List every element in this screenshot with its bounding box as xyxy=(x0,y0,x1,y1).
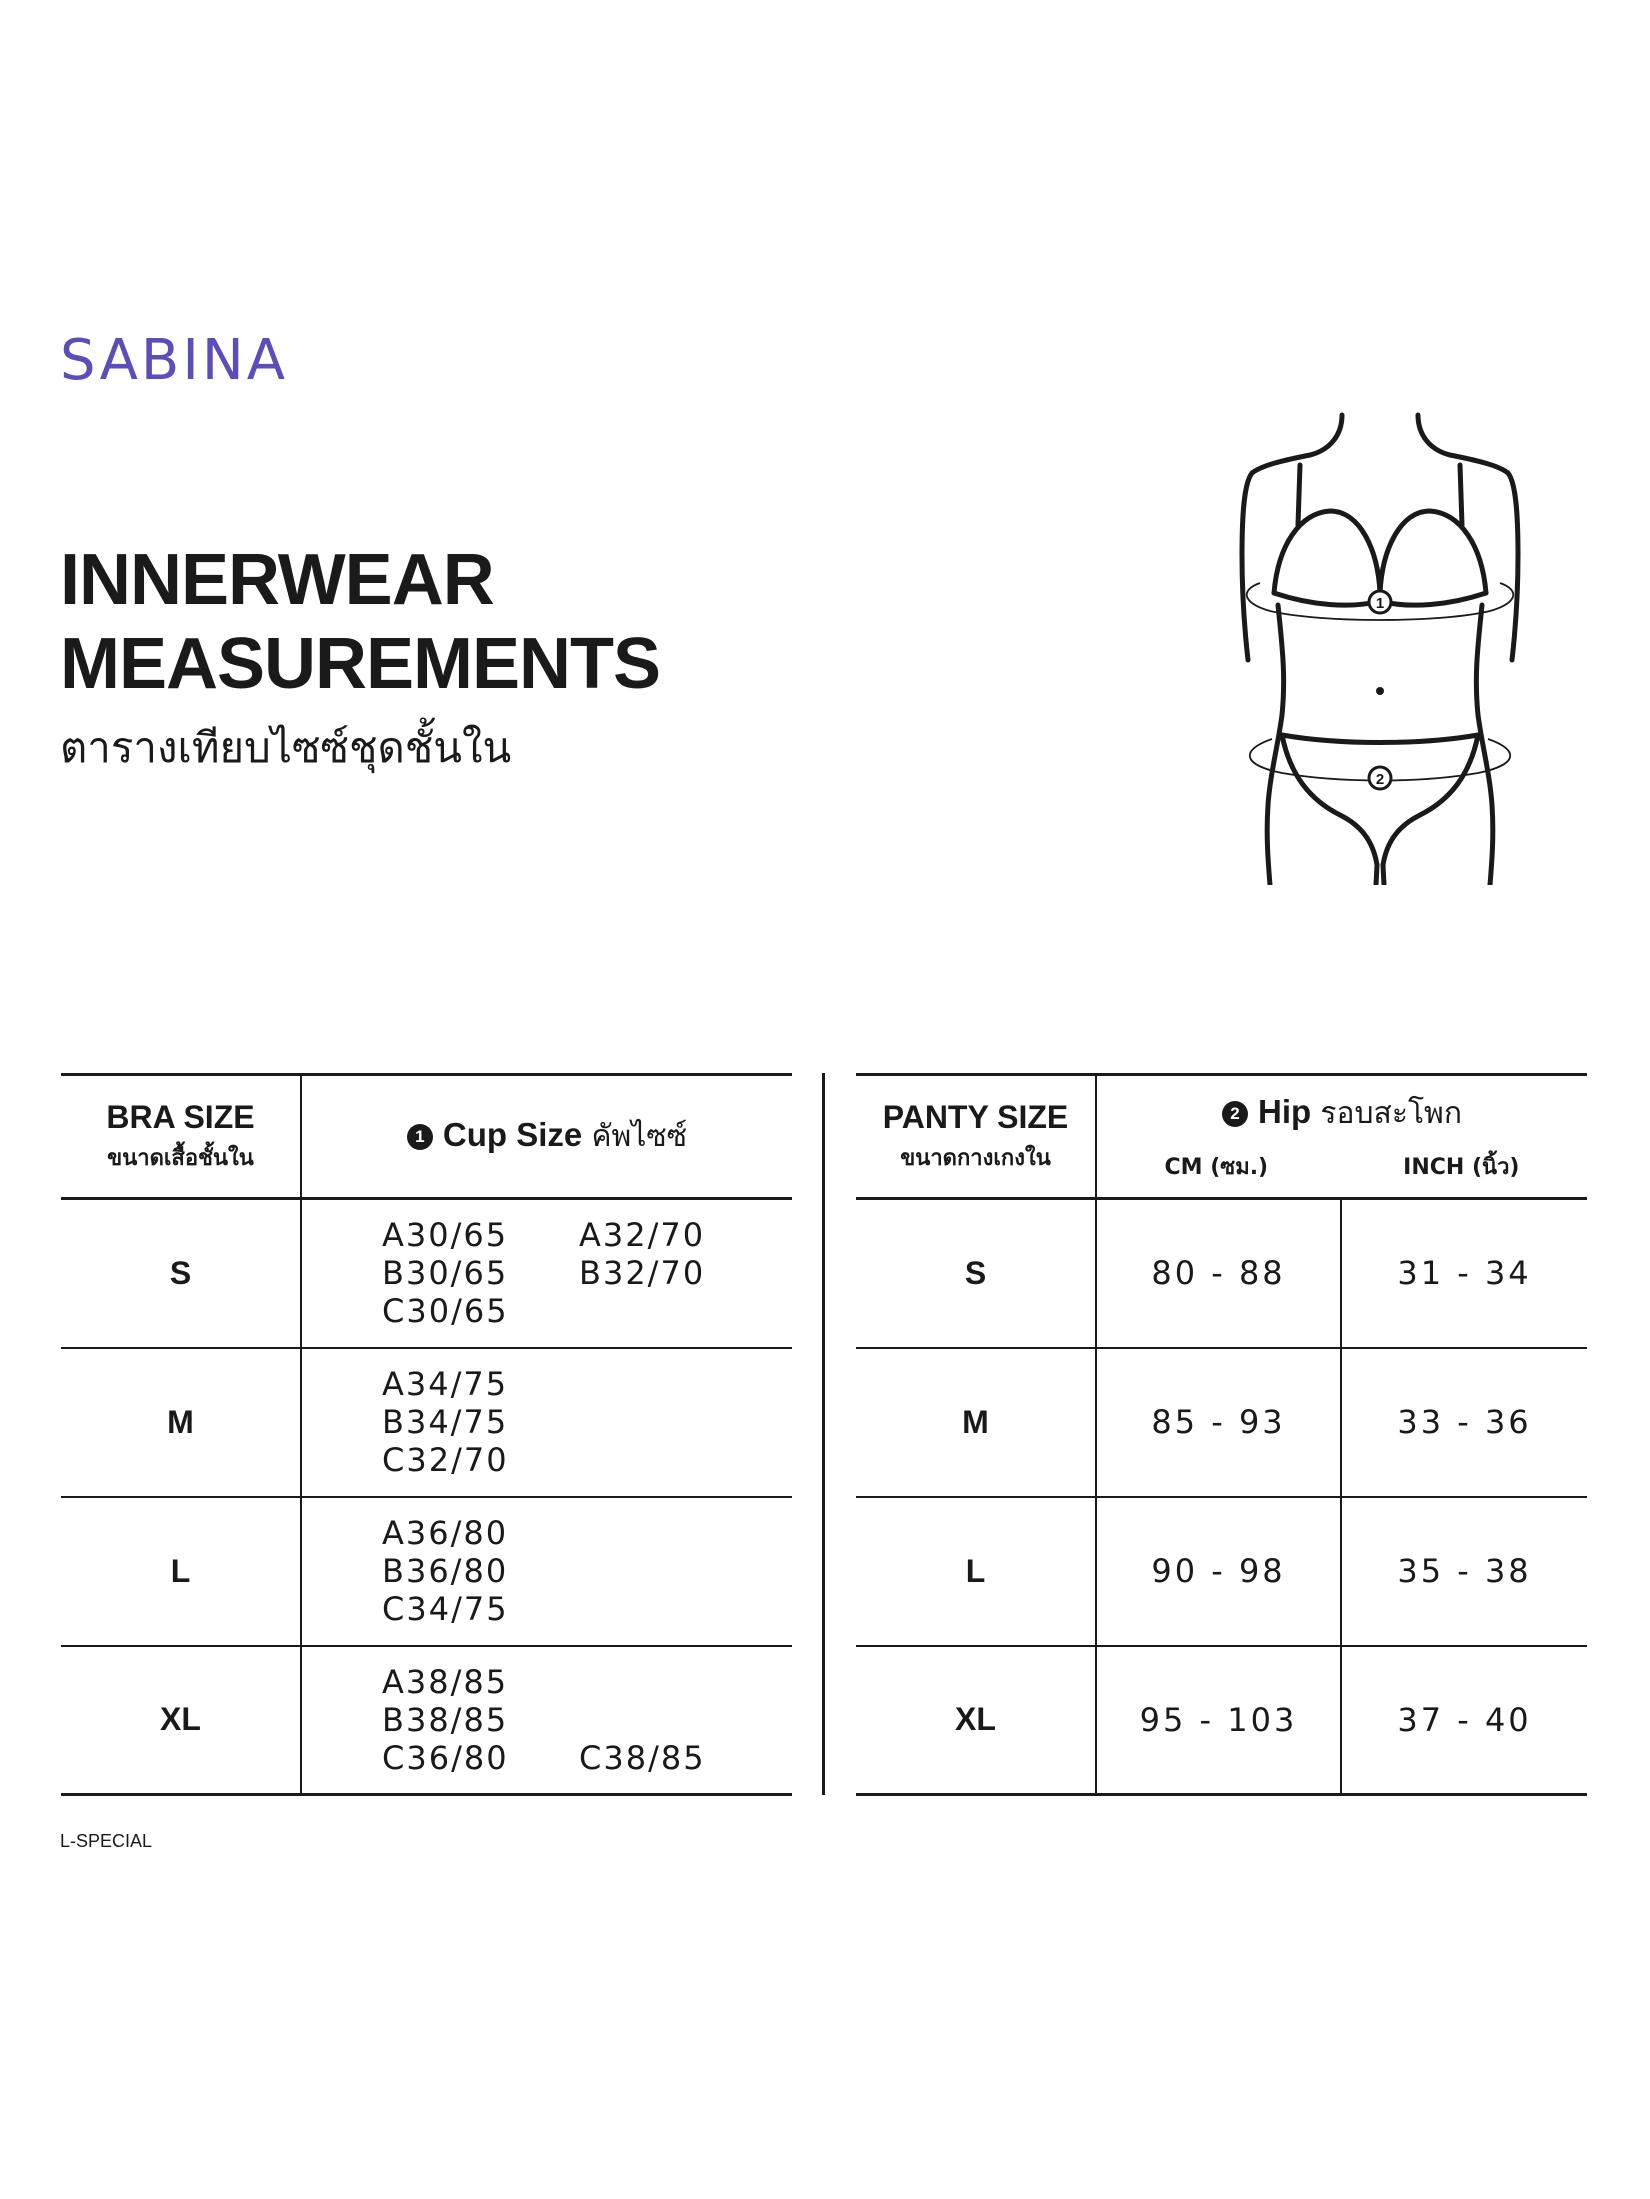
navel-dot xyxy=(1376,687,1384,695)
hip-inch-cell: 37 - 40 xyxy=(1341,1646,1587,1795)
hip-marker xyxy=(1369,767,1391,789)
table-row xyxy=(856,1497,1587,1646)
page-title xyxy=(60,538,660,706)
bra-size-cell: S xyxy=(169,1254,192,1291)
panty-size-cell: M xyxy=(962,1403,989,1440)
table-divider xyxy=(822,1073,825,1795)
table-row xyxy=(856,1199,1587,1348)
hip-cm-cell: 90 - 98 xyxy=(1096,1497,1341,1646)
bra-size-header: BRA SIZE ขนาดเสื้อชั้นใน xyxy=(106,1098,255,1171)
bra-header-row xyxy=(61,1075,792,1199)
panty-size-cell: S xyxy=(964,1254,987,1291)
title-line-1: INNERWEAR xyxy=(60,540,494,620)
table-row xyxy=(856,1646,1587,1795)
table-row xyxy=(61,1348,792,1497)
cup-size-cell: A30/65 A32/70 B30/65 B32/70 C30/65 xyxy=(301,1199,792,1348)
page-subtitle: ตารางเทียบไซซ์ชุดชั้นใน xyxy=(60,723,512,772)
hip-cm-cell: 85 - 93 xyxy=(1096,1348,1341,1497)
bust-marker xyxy=(1369,591,1391,613)
cup-number-badge: 1 xyxy=(407,1124,433,1150)
bra-size-cell: XL xyxy=(160,1701,201,1738)
table-row xyxy=(61,1497,792,1646)
footnote: L-SPECIAL xyxy=(60,1831,153,1851)
hip-cm-cell: 80 - 88 xyxy=(1096,1199,1341,1348)
table-row xyxy=(856,1348,1587,1497)
bra-size-cell: M xyxy=(167,1403,194,1440)
cup-size-cell: A34/75 B34/75 C32/70 xyxy=(301,1348,792,1497)
table-row xyxy=(61,1646,792,1795)
hip-number-badge: 2 xyxy=(1222,1101,1248,1127)
title-line-2: MEASUREMENTS xyxy=(60,624,661,704)
bra-size-cell: L xyxy=(170,1552,191,1589)
cup-size-cell: A38/85 B38/85 C36/80 C38/85 xyxy=(301,1646,792,1795)
svg-text:2: 2 xyxy=(1375,771,1385,788)
panty-size-cell: XL xyxy=(955,1701,996,1738)
hip-inch-cell: 33 - 36 xyxy=(1341,1348,1587,1497)
cup-size-header: 1 Cup Size คัพไซซ์ xyxy=(301,1075,792,1199)
panty-size-cell: L xyxy=(965,1552,986,1589)
hip-header: 2 Hip รอบสะโพก CM (ซม.) INCH (นิ้ว) xyxy=(1096,1075,1587,1199)
svg-text:1: 1 xyxy=(1375,595,1385,612)
table-row xyxy=(61,1199,792,1348)
cup-size-cell: A36/80 B36/80 C34/75 xyxy=(301,1497,792,1646)
panty-size-table xyxy=(856,1073,1587,1796)
unit-inch-label: INCH (นิ้ว) xyxy=(1403,1154,1520,1180)
bra-size-table xyxy=(61,1073,792,1796)
unit-cm-label: CM (ซม.) xyxy=(1164,1154,1269,1180)
panty-header-row xyxy=(856,1075,1587,1199)
panty-size-header: PANTY SIZE ขนาดกางเกงใน xyxy=(882,1098,1069,1171)
hip-inch-cell: 31 - 34 xyxy=(1341,1199,1587,1348)
hip-inch-cell: 35 - 38 xyxy=(1341,1497,1587,1646)
hip-cm-cell: 95 - 103 xyxy=(1096,1646,1341,1795)
brand-logo: SABINA xyxy=(60,328,289,393)
body-measurement-illustration xyxy=(1230,405,1560,885)
